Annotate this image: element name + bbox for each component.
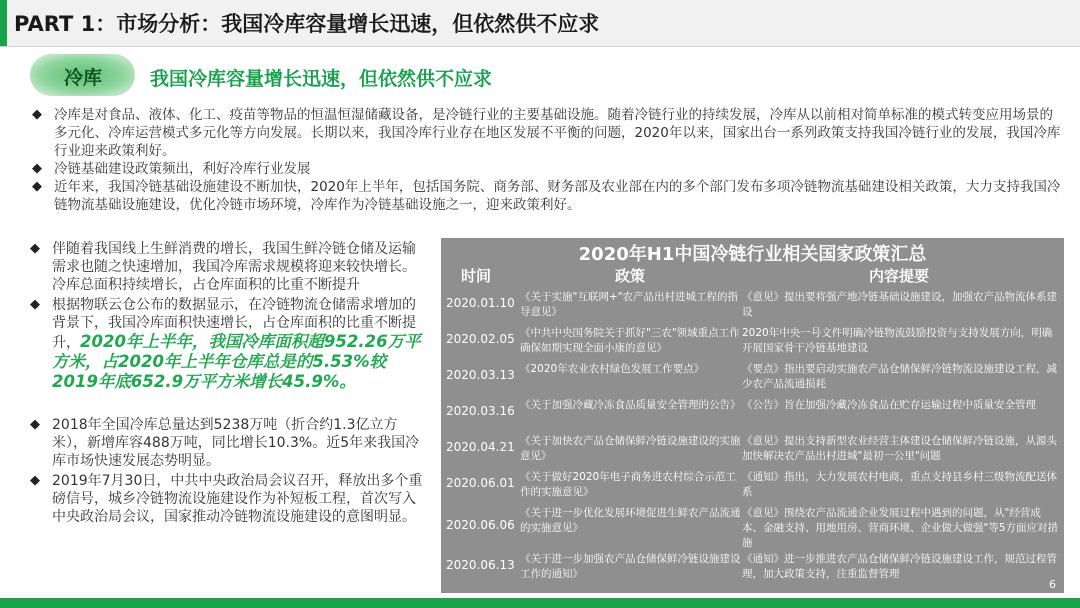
left-bullet <box>30 416 426 470</box>
row-content: 《要点》指出要启动实施农产品仓储保鲜冷链物流设施建设工程，减少农产品流通损耗 <box>742 363 1057 390</box>
highlight-statistic: 2020年上半年，我国冷库面积超952.26万平方米，占2020年上半年仓库总是的5.53%较2019年底652.9万平方米增长45.9%。 <box>52 332 421 391</box>
intro-bullet-text: 近年来，我国冷链基础设施建设不断加快，2020年上半年，包括国务院、商务部、财务部及农业部在内的多个部门发布多项冷链物流基础建设相关政策，大力支持我国冷链物流基础设施建设，优化冷链市场环境，冷库作为冷链基础设施之一，迎来政策利好。 <box>54 179 1061 213</box>
table-row <box>441 360 1064 396</box>
policy-table-panel <box>441 238 1064 593</box>
row-content: 《通知》指出，大力发展农村电商，重点支持县乡村三级物流配送体系 <box>742 471 1057 498</box>
row-policy: 《关于做好2020年电子商务进农村综合示范工作的实施意见》 <box>520 471 736 498</box>
diamond-bullet-icon: ◆ <box>32 179 42 194</box>
intro-section <box>32 106 1062 214</box>
row-policy: 《关于进一步优化发展环境促进生鲜农产品流通的实施意见》 <box>520 507 741 534</box>
diamond-bullet-icon: ◆ <box>32 161 42 176</box>
row-date: 2020.06.01 <box>446 476 515 490</box>
row-content: 《意见》提出支持新型农业经营主体建设仓储保鲜冷链设施，从源头加快解决农产品出村进城"最初一公里"问题 <box>742 435 1057 462</box>
page-title: PART 1：市场分析：我国冷库容量增长迅速，但依然供不应求 <box>14 12 600 36</box>
diamond-bullet-icon: ◆ <box>30 297 40 312</box>
policy-table-title: 2020年H1中国冷链行业相关国家政策汇总 <box>578 244 927 265</box>
table-row <box>441 288 1064 324</box>
table-row <box>441 432 1064 468</box>
column-header-time: 时间 <box>461 267 492 285</box>
row-policy: 《关于加快农产品仓储保鲜冷链设施建设的实施意见》 <box>520 435 741 462</box>
section-subtitle: 我国冷库容量增长迅速，但依然供不应求 <box>150 68 493 90</box>
table-row <box>441 504 1064 552</box>
footer-accent-bar <box>0 598 1080 608</box>
intro-bullet-text: 冷链基础建设政策频出，利好冷库行业发展 <box>54 161 311 177</box>
table-row <box>441 550 1064 586</box>
left-bullet-text: 根据物联云仓公布的数据显示，在冷链物流仓储需求增加的背景下，我国冷库面积快速增长，占仓库面积的比重不断提升， <box>52 297 416 351</box>
row-date: 2020.03.13 <box>446 368 515 382</box>
row-date: 2020.06.13 <box>446 558 515 572</box>
intro-bullet <box>32 178 1062 214</box>
diamond-bullet-icon: ◆ <box>30 473 40 488</box>
row-content: 2020年中央一号文件明确冷链物流鼓励投资与支持发展方向，明确开展国家骨干冷链基地建设 <box>742 327 1053 354</box>
table-row <box>441 468 1064 504</box>
section-tag-label: 冷库 <box>64 67 103 89</box>
header-divider <box>0 46 1080 47</box>
page-number: 6 <box>1049 578 1056 591</box>
column-header-policy: 政策 <box>615 267 646 285</box>
row-content: 《公告》旨在加强冷藏冷冻食品在贮存运输过程中质量安全管理 <box>742 399 1036 411</box>
row-policy: 《关于加强冷藏冷冻食品质量安全管理的公告》 <box>520 399 741 411</box>
row-date: 2020.03.16 <box>446 404 515 418</box>
left-bullet-text: 2019年7月30日，中共中央政治局会议召开，释放出多个重磅信号，城乡冷链物流设施建设作为补短板工程，首次写入中央政治局会议，国家推动冷链物流设施建设的意图明显。 <box>52 473 423 525</box>
left-bullet-text: 2018年全国冷库总量达到5238万吨（折合约1.3亿立方米），新增库容488万吨，同比增长10.3%。近5年来我国冷库市场快速发展态势明显。 <box>52 417 420 469</box>
row-date: 2020.04.21 <box>446 440 515 454</box>
table-row <box>441 396 1064 432</box>
row-date: 2020.06.06 <box>446 518 515 532</box>
row-date: 2020.01.10 <box>446 296 515 310</box>
table-row <box>441 324 1064 360</box>
row-content: 《意见》提出要将强产地冷链基础设施建设，加强农产品物流体系建设 <box>742 291 1057 318</box>
row-policy: 《中共中央国务院关于抓好"三农"领域重点工作确保如期实现全面小康的意见》 <box>520 327 740 354</box>
spacer <box>30 394 426 416</box>
row-content: 《意见》围绕农产品流通企业发展过程中遇到的问题，从"经营成本、金融支持、用地用房、营商环境、企业做大做强"等5方面应对措施 <box>742 507 1059 549</box>
intro-bullet-text: 冷库是对食品、液体、化工、疫苗等物品的恒温恒湿储藏设备，是冷链行业的主要基础设施。随着冷链行业的持续发展，冷库从以前相对简单标准的模式转变应用场景的多元化、冷库运营模式多元化等方向发展。长期以来，我国冷库行业存在地区发展不平衡的问题，2020年以来，国家出台一系列政策支持我国冷链行业的发展，我国冷库行业迎来政策利好。 <box>54 107 1061 159</box>
row-policy: 《关于进一步加强农产品仓储保鲜冷链设施建设工作的通知》 <box>520 553 741 580</box>
left-bullet-text: 伴随着我国线上生鲜消费的增长，我国生鲜冷链仓储及运输需求也随之快速增加，我国冷库需求规模将迎来较快增长。冷库总面积持续增长，占仓库面积的比重不断提升 <box>52 241 416 293</box>
left-bullet <box>30 472 426 526</box>
diamond-bullet-icon: ◆ <box>30 241 40 256</box>
diamond-bullet-icon: ◆ <box>32 107 42 122</box>
left-bullet <box>30 296 426 392</box>
row-date: 2020.02.05 <box>446 332 515 346</box>
column-header-content: 内容提要 <box>869 267 930 285</box>
left-bullet <box>30 240 426 294</box>
header-accent-bar <box>0 0 7 46</box>
intro-bullet <box>32 160 1062 178</box>
row-policy: 《关于实施"互联网+"农产品出村进城工程的指导意见》 <box>520 291 738 318</box>
intro-bullet <box>32 106 1062 160</box>
row-policy: 《2020年农业农村绿色发展工作要点》 <box>520 363 705 375</box>
row-content: 《通知》进一步推进农产品仓储保鲜冷链设施建设工作，规范过程管理，加大政策支持，注重监督管理 <box>742 553 1057 580</box>
left-column <box>30 240 426 528</box>
diamond-bullet-icon: ◆ <box>30 417 40 432</box>
